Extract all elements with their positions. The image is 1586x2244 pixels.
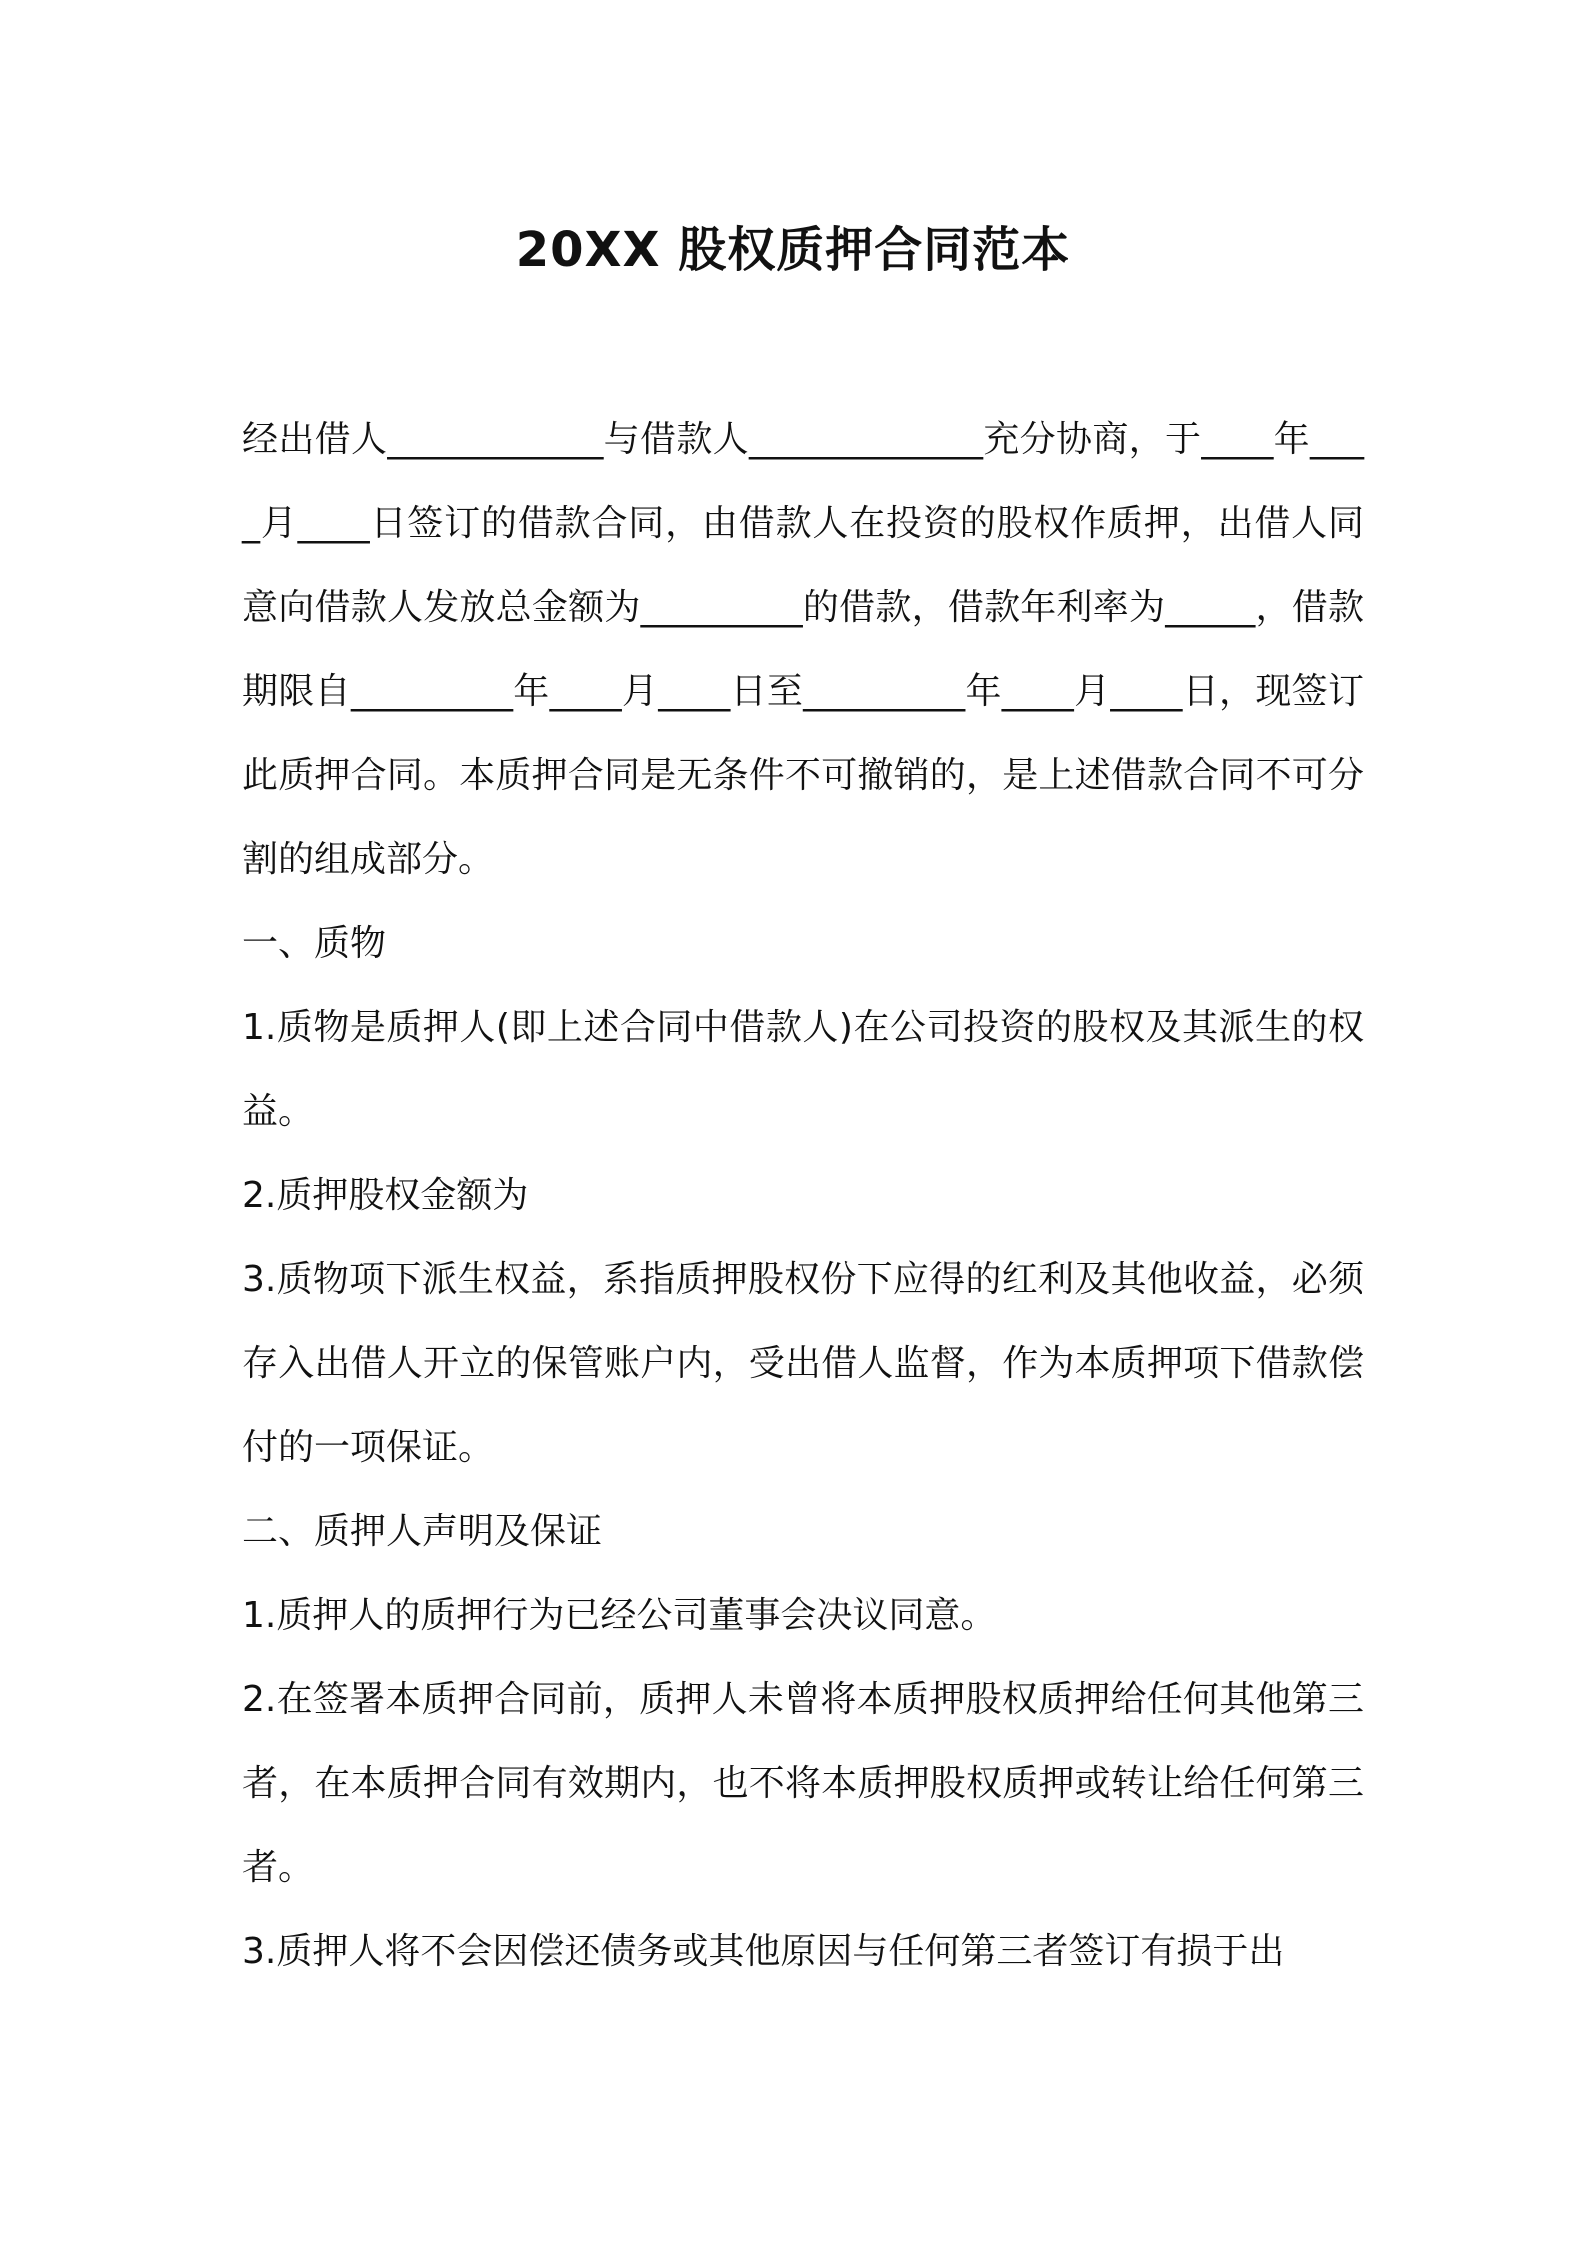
section-heading-collateral: 一、质物 bbox=[242, 923, 387, 964]
clause-1-3: 3.质物项下派生权益，系指质押股权份下应得的红利及其他收益，必须存入出借人开立的保管账户内，受出借人监督，作为本质押项下借款偿付的一项保证。 bbox=[242, 1259, 1364, 1468]
clause-1-1: 1.质物是质押人(即上述合同中借款人)在公司投资的股权及其派生的权益。 bbox=[242, 1007, 1364, 1132]
document-title: 20XX 股权质押合同范本 bbox=[515, 222, 1071, 278]
clause-2-3: 3.质押人将不会因偿还债务或其他原因与任何第三者签订有损于出 bbox=[242, 1931, 1285, 1972]
clause-2-1: 1.质押人的质押行为已经公司董事会决议同意。 bbox=[242, 1595, 997, 1636]
intro-paragraph: 经出借人____________与借款人_____________充分协商，于____年____月____日签订的借款合同，由借款人在投资的股权作质押，出借人同意向借款人发放总金额为_________的借款，借款年利率为_____，借款期限自_________年____月____日至_________年____月____日，现签订此质押合同。本质押合同是无条件不可撤销的，是上述借款合同不可分割的组成部分。 bbox=[242, 419, 1364, 880]
section-heading-declarations: 二、质押人声明及保证 bbox=[242, 1511, 603, 1552]
clause-1-2: 2.质押股权金额为 bbox=[242, 1175, 529, 1216]
document-body bbox=[242, 398, 1364, 1994]
clause-2-2: 2.在签署本质押合同前，质押人未曾将本质押股权质押给任何其他第三者，在本质押合同有效期内，也不将本质押股权质押或转让给任何第三者。 bbox=[242, 1679, 1364, 1888]
